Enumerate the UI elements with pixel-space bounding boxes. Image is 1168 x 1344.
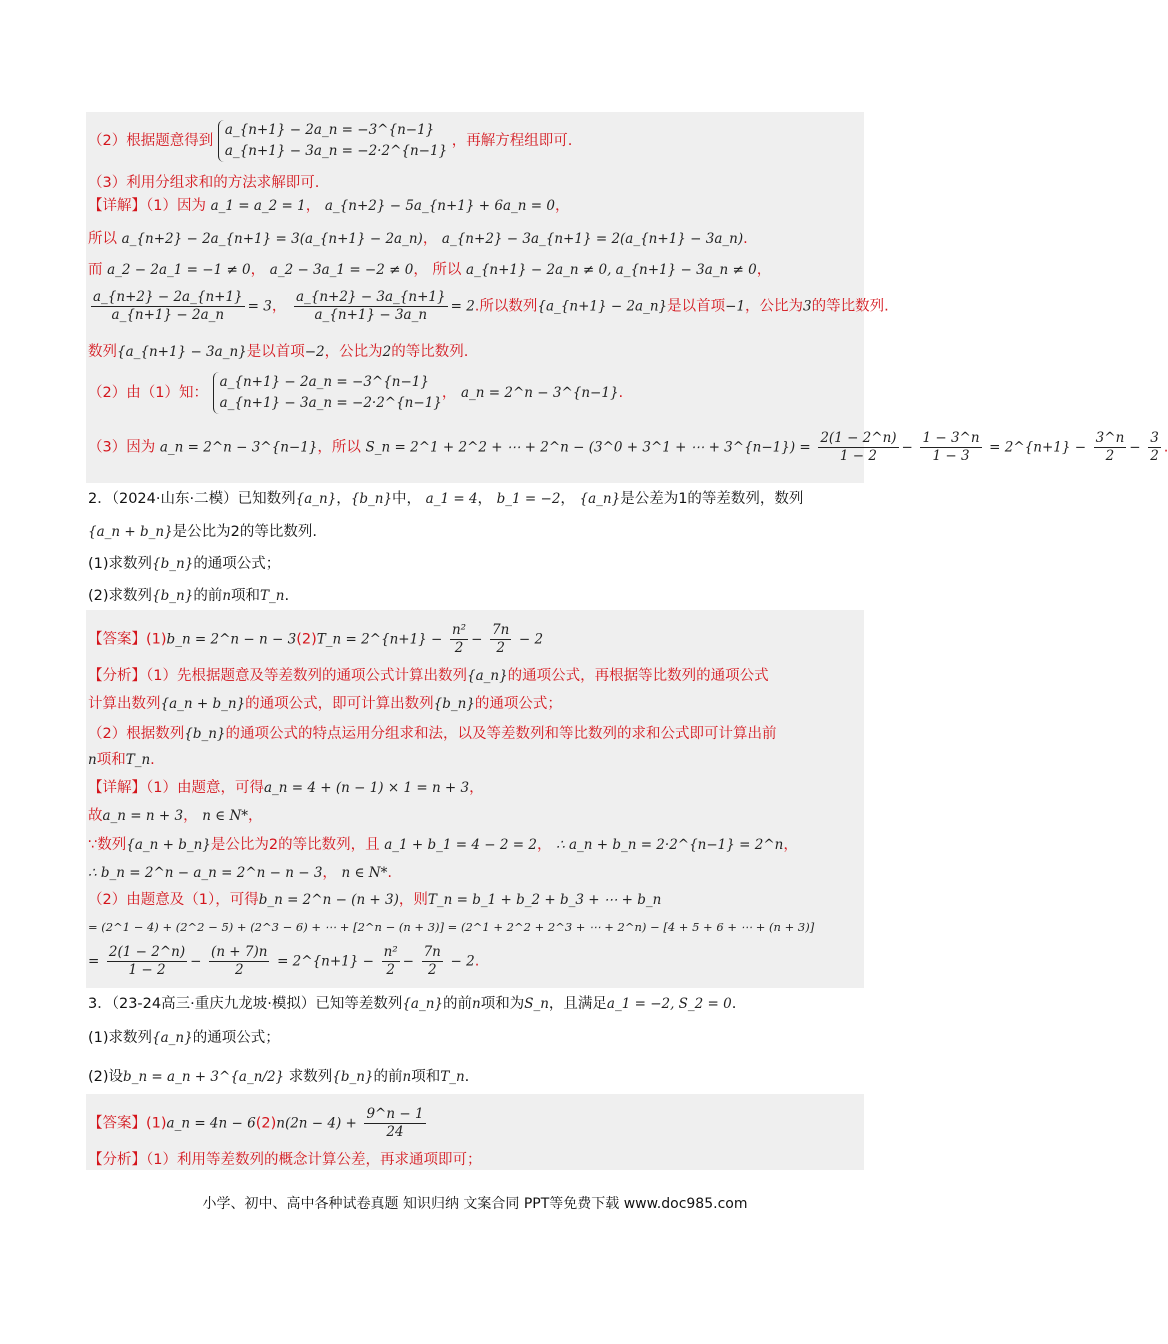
q2-detail-7: = $\frac{2(1 - 2\^{}n)}{1 - 2}$ − $\frac{(n + 7)n}{2}$ = 2^{n+1} − $\frac{\text{n²}}{2}$ − $\frac{7n}{2}$ − 2. [88, 944, 480, 978]
p1-detail-4: $\frac{a\_\{n+2\} - 2a\_\{n+1\}}{a\_\{n+1\} - 2a\_n}$ = 3， $\frac{a\_\{n+2\} - 3a\_\{n+1\}}{a\_\{n+1\} - 3a\_n}$ = 2.所以数列{a_{n+1} − 2a_n}是以首项−1，公比为3的等比数列. [93, 289, 889, 323]
q2-detail-6: = (2^1 − 4) + (2^2 − 5) + (2^3 − 6) + ⋯ + [2^n − (n + 3)] = (2^1 + 2^2 + 2^3 + ⋯ + 2^n) − [4 + 5 + 6 + ⋯ + (n + 3)] [88, 920, 815, 934]
q3-part-2: (2)设b_n = a_n + 3^{a_n/2} 求数列{b_n}的前n项和T_n. [88, 1069, 470, 1085]
q2-detail-1: 【详解】（1）由题意，可得a_n = 4 + (n − 1) × 1 = n + 3， [88, 780, 484, 796]
q3-answer: 【答案】(1)a_n = 4n − 6(2)n(2n − 4) + $\frac{9\^{}n - 1}{24}$ [88, 1106, 424, 1140]
page-footer: 小学、初中、高中各种试卷真题 知识归纳 文案合同 PPT等免费下载 www.doc985.com [202, 1196, 748, 1212]
q2-analysis-2: 计算出数列{a_n + b_n}的通项公式，即可计算出数列{b_n}的通项公式； [88, 696, 562, 712]
q2-analysis-4: n项和T_n. [88, 752, 155, 768]
q2-detail-3: ∵数列{a_n + b_n}是公比为2的等比数列，且 a_1 + b_1 = 4 − 2 = 2， ∴ a_n + b_n = 2·2^{n−1} = 2^n， [88, 837, 798, 853]
q2-analysis-1: 【分析】（1）先根据题意及等差数列的通项公式计算出数列{a_n}的通项公式，再根据等比数列的通项公式 [88, 668, 769, 684]
q2-analysis-3: （2）根据数列{b_n}的通项公式的特点运用分组求和法，以及等差数列和等比数列的求和公式即可计算出前 [88, 726, 777, 742]
p1-detail-5: 数列{a_{n+1} − 3a_n}是以首项−2，公比为2的等比数列. [88, 344, 469, 360]
p1-detail-3: 而 a_2 − 2a_1 = −1 ≠ 0， a_2 − 3a_1 = −2 ≠ 0， 所以 a_{n+1} − 2a_n ≠ 0, a_{n+1} − 3a_n ≠ 0， [88, 262, 772, 278]
q2-detail-4: ∴ b_n = 2^n − a_n = 2^n − n − 3， n ∈ N*. [88, 865, 392, 881]
q2-detail-2: 故a_n = n + 3， n ∈ N*， [88, 808, 263, 824]
p1-system-1: a_{n+1} − 2a_n = −3^{n−1} a_{n+1} − 3a_n = −2·2^{n−1} [218, 120, 447, 162]
q3-part-1: (1)求数列{a_n}的通项公式； [88, 1030, 280, 1046]
q2-part-2: (2)求数列{b_n}的前n项和T_n. [88, 588, 290, 604]
q2-answer: 【答案】(1)b_n = 2^n − n − 3(2)T_n = 2^{n+1} − $\frac{\text{n²}}{2}$ − $\frac{7n}{2}$ − 2 [88, 622, 544, 656]
p1-detail-1: 【详解】（1）因为 a_1 = a_2 = 1， a_{n+2} − 5a_{n+1} + 6a_n = 0， [88, 198, 570, 214]
q2-part-1: (1)求数列{b_n}的通项公式； [88, 556, 281, 572]
p1-analysis-2: （2）根据题意得到 a_{n+1} − 2a_n = −3^{n−1} a_{n+1} − 3a_n = −2·2^{n−1} ，再解方程组即可. [88, 120, 572, 162]
p1-detail-6: （2）由（1）知： a_{n+1} − 2a_n = −3^{n−1} a_{n+1} − 3a_n = −2·2^{n−1}， a_n = 2^n − 3^{n−1}. [88, 372, 623, 414]
q3-stem-1: 3．（23-24高三·重庆九龙坡·模拟）已知等差数列{a_n}的前n项和为S_n，且满足a_1 = −2, S_2 = 0. [88, 996, 737, 1012]
q2-stem-2: {a_n + b_n}是公比为2的等比数列. [88, 524, 317, 540]
p1-detail-7: （3）因为 a_n = 2^n − 3^{n−1}，所以 S_n = 2^1 + 2^2 + ⋯ + 2^n − (3^0 + 3^1 + ⋯ + 3^{n−1}) = $\frac{2(1 - 2\^{}n)}{1 - 2}$ − $\frac{1 - 3\^{}n}{1 - 3}$ = 2^{n+1} − $\frac{3\^{}n}{2}$ − $\frac{3}{2}$ . [88, 430, 1168, 464]
p1-detail-2: 所以 a_{n+2} − 2a_{n+1} = 3(a_{n+1} − 2a_n)， a_{n+2} − 3a_{n+1} = 2(a_{n+1} − 3a_n). [88, 231, 748, 247]
q2-stem-1: 2．（2024·山东·二模）已知数列{a_n}，{b_n}中， a_1 = 4， b_1 = −2， {a_n}是公差为1的等差数列，数列 [88, 491, 804, 507]
p1-analysis-3: （3）利用分组求和的方法求解即可. [88, 175, 320, 191]
q2-detail-5: （2）由题意及（1），可得b_n = 2^n − (n + 3)，则T_n = b_1 + b_2 + b_3 + ⋯ + b_n [88, 892, 662, 908]
q3-analysis-1: 【分析】（1）利用等差数列的概念计算公差，再求通项即可； [88, 1152, 482, 1168]
p1-system-2: a_{n+1} − 2a_n = −3^{n−1} a_{n+1} − 3a_n = −2·2^{n−1} [213, 372, 442, 414]
